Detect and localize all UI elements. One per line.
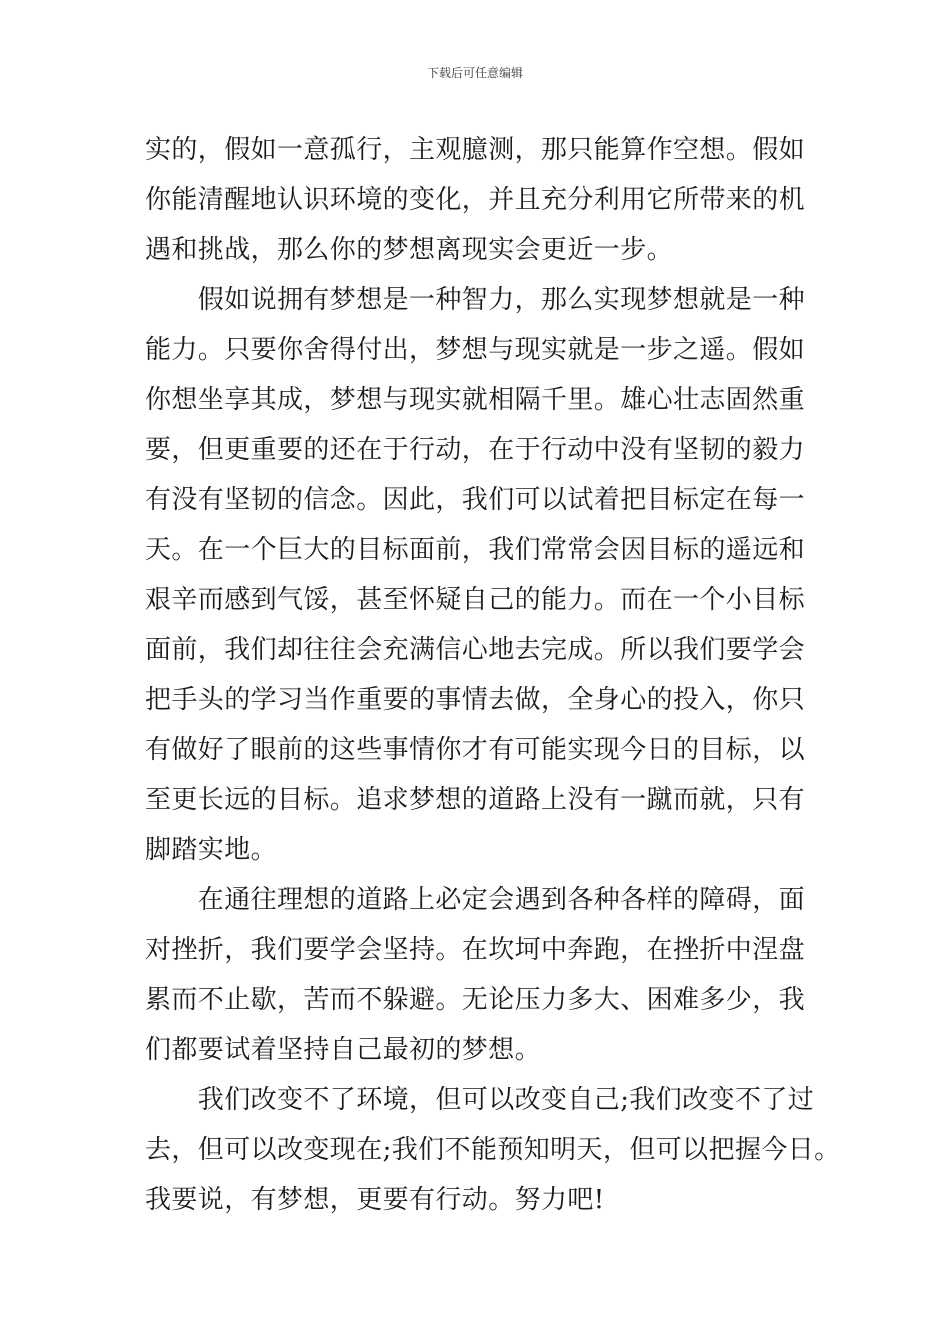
text-line: 面前，我们却往往会充满信心地去完成。所以我们要学会 <box>145 635 806 665</box>
page-header: 下载后可任意编辑 <box>426 66 523 80</box>
paragraph-1 <box>145 125 835 275</box>
text-line: 能力。只要你舍得付出，梦想与现实就是一步之遥。假如 <box>145 335 806 365</box>
text-line: 至更长远的目标。追求梦想的道路上没有一蹴而就，只有 <box>145 785 806 815</box>
text-line: 实的，假如一意孤行，主观臆测，那只能算作空想。假如 <box>145 135 806 165</box>
text-line: 去，但可以改变现在;我们不能预知明天，但可以把握今日。 <box>145 1135 841 1165</box>
text-line: 遇和挑战，那么你的梦想离现实会更近一步。 <box>145 235 674 265</box>
text-line: 脚踏实地。 <box>145 835 278 865</box>
text-line: 有没有坚韧的信念。因此，我们可以试着把目标定在每一 <box>145 485 806 515</box>
paragraph-3 <box>145 875 835 1075</box>
text-line: 我们改变不了环境，但可以改变自己;我们改变不了过 <box>145 1085 815 1115</box>
paragraph-4 <box>145 1075 841 1225</box>
text-line: 你能清醒地认识环境的变化，并且充分利用它所带来的机 <box>145 185 806 215</box>
text-line: 有做好了眼前的这些事情你才有可能实现今日的目标，以 <box>145 735 806 765</box>
text-line: 天。在一个巨大的目标面前，我们常常会因目标的遥远和 <box>145 535 806 565</box>
text-line: 在通往理想的道路上必定会遇到各种各样的障碍，面 <box>145 885 806 915</box>
text-line: 假如说拥有梦想是一种智力，那么实现梦想就是一种 <box>145 285 806 315</box>
text-line: 们都要试着坚持自己最初的梦想。 <box>145 1035 542 1065</box>
text-line: 我要说，有梦想，更要有行动。努力吧! <box>145 1185 605 1215</box>
paragraph-2 <box>145 275 835 875</box>
text-line: 你想坐享其成，梦想与现实就相隔千里。雄心壮志固然重 <box>145 385 806 415</box>
document-body <box>145 125 841 1225</box>
text-line: 艰辛而感到气馁，甚至怀疑自己的能力。而在一个小目标 <box>145 585 806 615</box>
text-line: 对挫折，我们要学会坚持。在坎坷中奔跑，在挫折中涅盘 <box>145 935 806 965</box>
text-line: 累而不止歇，苦而不躲避。无论压力多大、困难多少，我 <box>145 985 806 1015</box>
text-line: 把手头的学习当作重要的事情去做，全身心的投入，你只 <box>145 685 806 715</box>
text-line: 要，但更重要的还在于行动，在于行动中没有坚韧的毅力 <box>145 435 806 465</box>
